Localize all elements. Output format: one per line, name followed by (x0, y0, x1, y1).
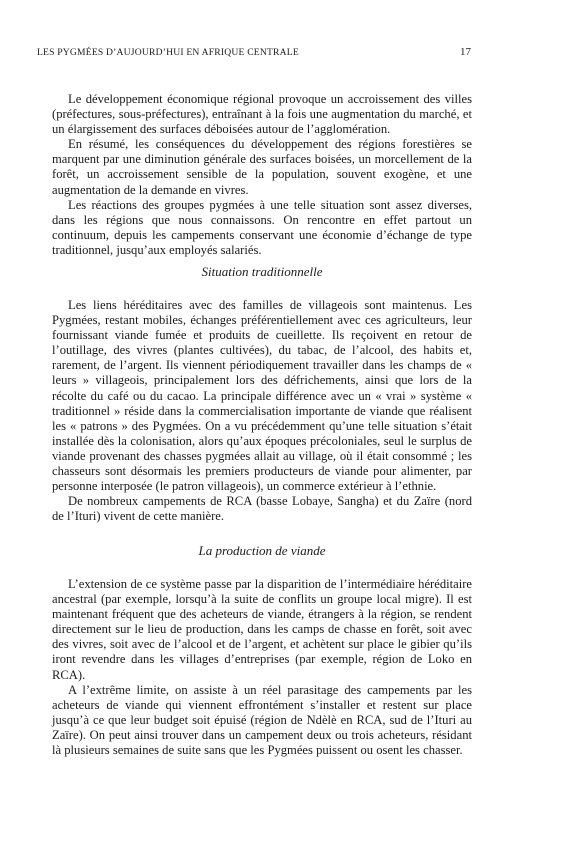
running-title: LES PYGMÉES D’AUJOURD’HUI EN AFRIQUE CENTRALE (37, 47, 299, 58)
paragraph: Les liens héréditaires avec des familles de villageois sont maintenus. Les Pygmées, restant mobiles, échanges préférentiellement avec ces agriculteurs, leur fournissant viande fumée et produits de cueillette. Ils reçoivent en retour de l’outillage, des vivres (plantes cultivées), du tabac, de l’alcool, des habits et, rarement, de l’argent. Ils viennent périodiquement travailler dans les champs de « leurs » villageois, principalement lors des défrichements, ainsi que lors de la récolte du café ou du cacao. La principale différence avec un « vrai » système « traditionnel » réside dans la commercialisation importante de viande que réalisent les « patrons » des Pygmées. On a vu précédemment qu’une telle situation s’était installée dès la colonisation, alors qu’aux époques précoloniales, seul le surplus de viande provenant des chasses pygmées allait au village, où il était consommé ; les chasseurs sont désormais les premiers producteurs de viande pour alimenter, par personne interposée (le patron villageois), un commerce extérieur à l’ethnie. (52, 298, 472, 494)
paragraph: Le développement économique régional provoque un accroissement des villes (préfectures, sous-préfectures), entraînant à la fois une augmentation du marché, et un élargissement des surfaces déboisées autour de l’agglomération. (52, 92, 472, 137)
section-body (52, 298, 472, 524)
section-body (52, 577, 472, 758)
paragraph: A l’extrême limite, on assiste à un réel parasitage des campements par les acheteurs de viande qui viennent effrontément s’installer et restent sur place jusqu’à ce que leur budget soit épuisé (région de Ndèlè en RCA, sud de l’Ituri au Zaïre). On peut ainsi trouver dans un campement deux ou trois acheteurs, résidant là plusieurs semaines de suite sans que les Pygmées puissent ou osent les chasser. (52, 682, 472, 758)
paragraph: Les réactions des groupes pygmées à une telle situation sont assez diverses, dans les régions que nous connaissons. On rencontre en effet partout un continuum, depuis les campements conservant une économie d’échange de type traditionnel, jusqu’aux employés salariés. (52, 197, 472, 257)
paragraph: L’extension de ce système passe par la disparition de l’intermédiaire héréditaire ancestral (par exemple, lorsqu’à la suite de conflits un groupe local migre). Il est maintenant fréquent que des acheteurs de viande, étrangers à la région, se rendent directement sur le lieu de production, dans les camps de chasse en forêt, soit avec des vivres, soit avec de l’alcool et de l’argent, et achètent sur place le gibier qu’ils iront revendre dans les villages d’entreprises (par exemple, région de Loko en RCA). (52, 577, 472, 682)
intro-block (52, 92, 472, 258)
paragraph: De nombreux campements de RCA (basse Lobaye, Sangha) et du Zaïre (nord de l’Ituri) vivent de cette manière. (52, 494, 472, 524)
page-number: 17 (460, 46, 471, 58)
section-heading: Situation traditionnelle (201, 264, 323, 279)
section-heading: La production de viande (198, 543, 326, 558)
paragraph: En résumé, les conséquences du développement des régions forestières se marquent par une diminution générale des surfaces boisées, un morcellement de la forêt, un accroissement sensible de la population, souvent exogène, et une augmentation de la demande en vivres. (52, 137, 472, 197)
